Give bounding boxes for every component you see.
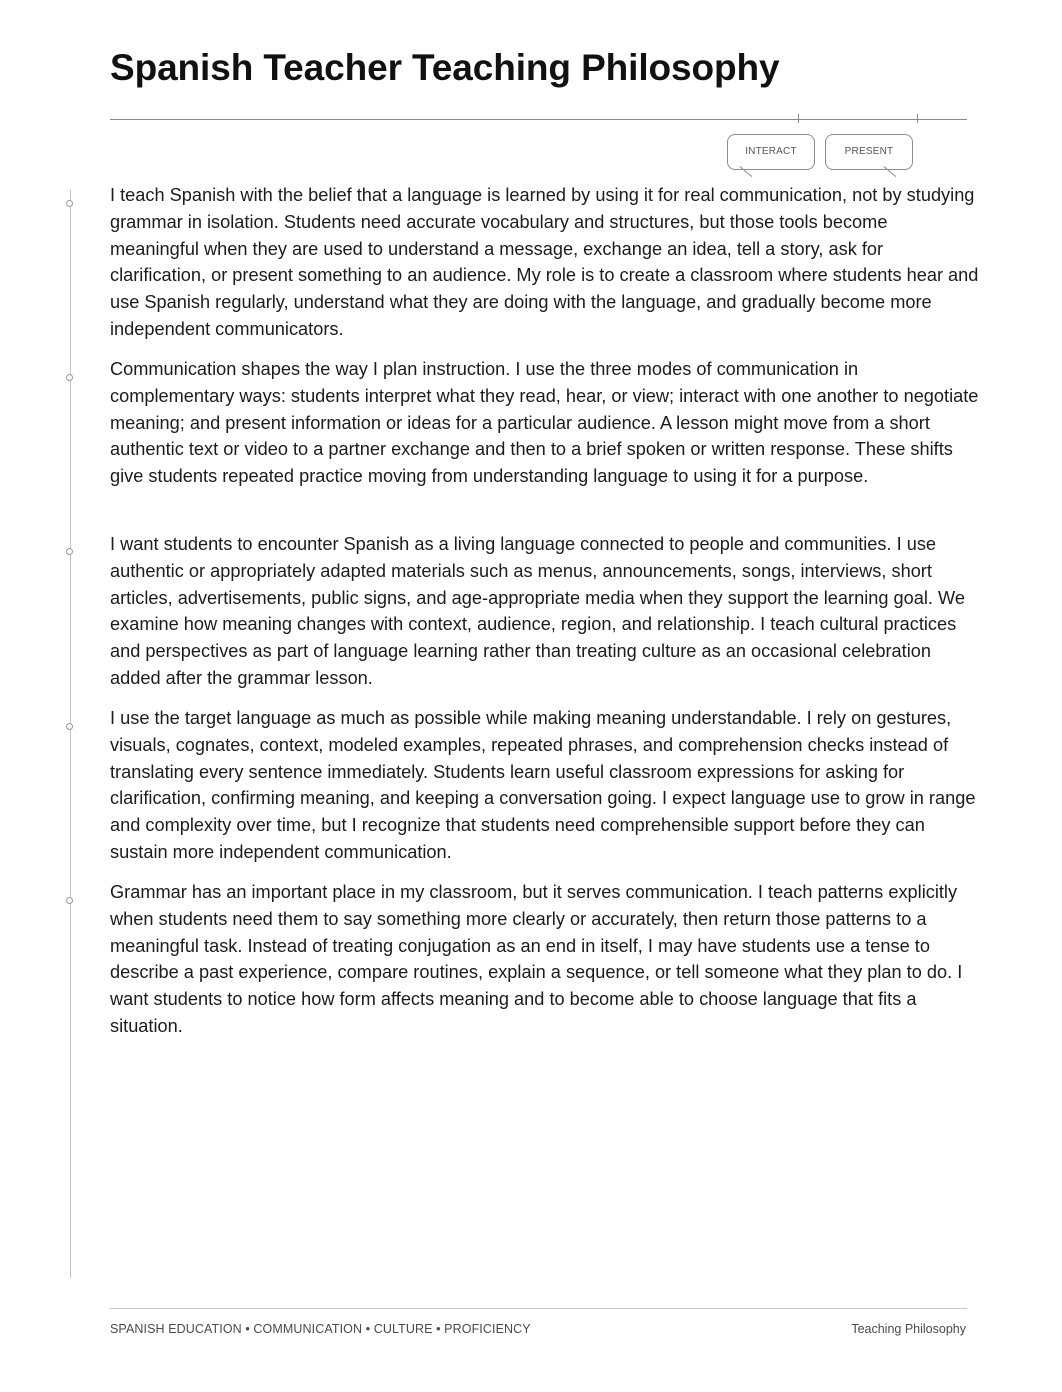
divider-tick	[798, 114, 799, 123]
philosophy-paragraph: I want students to encounter Spanish as a living language connected to people and communities. I use authentic or appropriately adapted materials such as menus, announcements, songs, interviews, short articles, advertisements, public signs, and age-appropriate media when they support the learning goal. We examine how meaning changes with context, audience, region, and relationship. I teach cultural practices and perspectives as part of language learning rather than treating culture as an occasional celebration added after the grammar lesson.	[110, 534, 965, 688]
present-label: PRESENT	[844, 146, 894, 157]
divider-tick	[917, 114, 918, 123]
title-divider	[110, 119, 967, 120]
timeline-marker	[66, 723, 73, 730]
timeline-marker	[66, 548, 73, 555]
philosophy-paragraph: I use the target language as much as possible while making meaning understandable. I rely on gestures, visuals, cognates, context, modeled examples, repeated phrases, and comprehension checks instead of translating every sentence immediately. Students learn useful classroom expressions for asking for clarification, confirming meaning, and keeping a conversation going. I expect language use to grow in range and complexity over time, but I recognize that students need comprehensible support before they can sustain more independent communication.	[110, 708, 976, 862]
timeline-marker	[66, 200, 73, 207]
timeline-marker	[66, 897, 73, 904]
philosophy-paragraph: Grammar has an important place in my classroom, but it serves communication. I teach patterns explicitly when students need them to say something more clearly or accurately, then return those patterns to a meaningful task. Instead of treating conjugation as an end in itself, I may have students use a tense to describe a past experience, compare routines, explain a sequence, or tell someone what they plan to do. I want students to notice how form affects meaning and to become able to choose language that fits a situation.	[110, 882, 963, 1036]
footer-document-label: Teaching Philosophy	[851, 1322, 966, 1336]
philosophy-paragraph: Communication shapes the way I plan instruction. I use the three modes of communication in complementary ways: students interpret what they read, hear, or view; interact with one another to negotiate meaning; and present information or ideas for a particular audience. A lesson might move from a short authentic text or video to a partner exchange and then to a brief spoken or written response. These shifts give students repeated practice moving from understanding language to using it for a purpose.	[110, 359, 979, 487]
interact-speech-bubble	[727, 134, 815, 170]
philosophy-paragraph: I teach Spanish with the belief that a language is learned by using it for real communication, not by studying grammar in isolation. Students need accurate vocabulary and structures, but those tools become meaningful when they are used to understand a message, exchange an idea, tell a story, ask for clarification, or present something to an audience. My role is to create a classroom where students hear and use Spanish regularly, understand what they are doing with the language, and gradually become more independent communicators.	[110, 185, 979, 339]
footer-divider	[110, 1308, 967, 1309]
timeline-marker	[66, 374, 73, 381]
footer-topics: SPANISH EDUCATION • COMMUNICATION • CULTURE • PROFICIENCY	[110, 1322, 531, 1336]
interact-label: INTERACT	[745, 146, 797, 157]
page-title: Spanish Teacher Teaching Philosophy	[110, 47, 780, 88]
timeline-line	[70, 190, 71, 1278]
present-speech-bubble	[825, 134, 913, 170]
